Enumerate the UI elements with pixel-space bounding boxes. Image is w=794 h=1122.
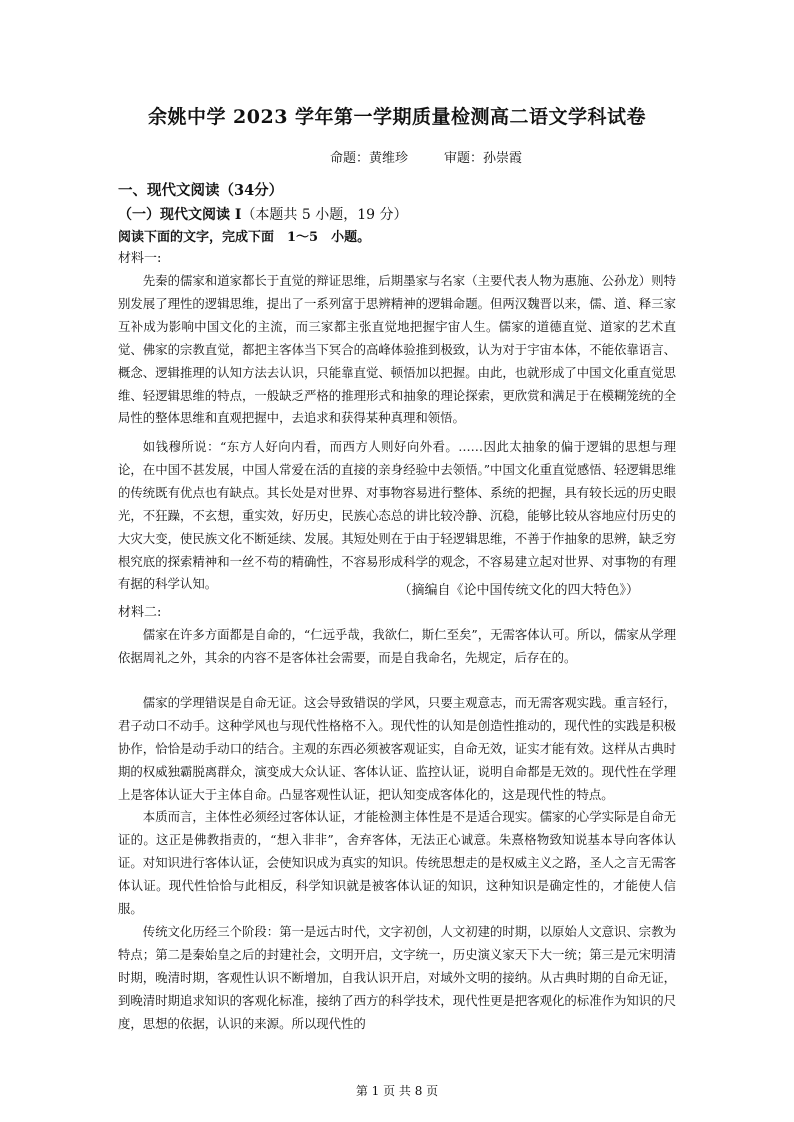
material-one-label: 材料一:	[118, 251, 162, 266]
subsection-heading-note: （本题共 5 小题，19 分）	[241, 207, 408, 223]
page-number-footer: 第 1 页 共 8 页	[355, 1084, 439, 1098]
author-line	[330, 150, 522, 168]
material-one-source: （摘编自《论中国传统文化的四大特色》）	[398, 583, 639, 598]
reading-instruction: 阅读下面的文字，完成下面 1～5 小题。	[118, 230, 371, 245]
material-two-label: 材料二:	[118, 605, 162, 620]
proposer-text: 命题：黄维珍	[330, 151, 409, 166]
reviewer-text: 审题：孙崇霞	[444, 151, 523, 166]
material-two-paragraph: 儒家的学理错误是自命无证。这会导致错误的学风，只要主观意志，而无需客观实践。重言轻行，君子动口不动手。这种学风也与现代性格格不入。现代性的认知是创造性推动的，现代性的实践是积极协作，恰恰是动手动口的结合。主观的东西必须被客观证实，自命无效，证实才能有效。这样从古典时期的权威独霸脱离群众，演变成大众认证、客体认证、监控认证，说明自命都是无效的。现代性在学理上是客体认证大于主体自命。凸显客观性认证，把认知变成客体化的，这是现代性的特点。	[118, 695, 676, 802]
material-two-paragraph: 传统文化历经三个阶段：第一是远古时代，文字初创，人文初建的时期，以原始人文意识、宗教为特点；第二是秦始皇之后的封建社会，文明开启，文字统一，历史演义家天下大一统；第三是元宋明清时期，晚清时期，客观性认识不断增加，自我认识开启，对域外文明的接纳。从古典时期的自命无证，到晚清时期追求知识的客观化标准，接纳了西方的科学技术，现代性更是把客观化的标准作为知识的尺度，思想的依据，认识的来源。所以现代性的	[118, 924, 676, 1031]
material-two-paragraph: 本质而言，主体性必须经过客体认证，才能检测主体性是不是适合现实。儒家的心学实际是自命无证的。这正是佛教指责的，“想入非非”，舍弃客体，无法正心诚意。朱熹格物致知说基本导向客体认证。对知识进行客体认证，会使知识成为真实的知识。传统思想走的是权威主义之路，圣人之言无需客体认证。现代性恰恰与此相反，科学知识就是被客体认证的知识，这种知识是确定性的，才能使人信服。	[118, 809, 676, 916]
subsection-heading	[118, 204, 408, 226]
section-heading-reading: 一、现代文阅读（34分）	[118, 182, 284, 199]
material-one-paragraph: 先秦的儒家和道家都长于直觉的辩证思维，后期墨家与名家（主要代表人物为惠施、公孙龙）则特别发展了理性的逻辑思维，提出了一系列富于思辨精神的逻辑命题。但两汉魏晋以来，儒、道、释三家互补成为影响中国文化的主流，而三家都主张直觉地把握宇宙人生。儒家的道德直觉、道家的艺术直觉、佛家的宗教直觉，都把主客体当下冥合的高峰体验推到极致，认为对于宇宙本体，不能依靠语言、概念、逻辑推理的认知方法去认识，只能靠直觉、顿悟加以把握。由此，也就形成了中国文化重直觉思维、轻逻辑思维的特点，一般缺乏严格的推理形式和抽象的理论探索，更欣赏和满足于在模糊笼统的全局性的整体思维和直观把握中，去追求和获得某种真理和领悟。	[118, 273, 676, 426]
subsection-heading-main: （一）现代文阅读 I	[118, 207, 242, 223]
material-one-paragraph: 如钱穆所说：“东方人好向内看，而西方人则好向外看。……因此太抽象的偏于逻辑的思想与理论，在中国不甚发展，中国人常爱在活的直接的亲身经验中去领悟。”中国文化重直觉感悟、轻逻辑思维的传统既有优点也有缺点。其长处是对世界、对事物容易进行整体、系统的把握，具有较长远的历史眼光，不狂躁，不玄想，重实效，好历史，民族心态总的讲比较冷静、沉稳，能够比较从容地应付历史的大灾大变，使民族文化不断延续、发展。其短处则在于由于轻逻辑思维，不善于作抽象的思辨，缺乏穷根究底的探索精神和一丝不苟的精确性，不容易形成科学的观念，不容易建立起对世界、对事物的有理有据的科学认知。	[118, 439, 676, 592]
exam-title: 余姚中学 2023 学年第一学期质量检测高二语文学科试卷	[147, 106, 647, 128]
material-two-paragraph: 儒家在许多方面都是自命的，“仁远乎哉，我欲仁，斯仁至矣”，无需客体认可。所以，儒家从学理依据周礼之外，其余的内容不是客体社会需要，而是自我命名，先规定，后存在的。	[118, 627, 676, 665]
